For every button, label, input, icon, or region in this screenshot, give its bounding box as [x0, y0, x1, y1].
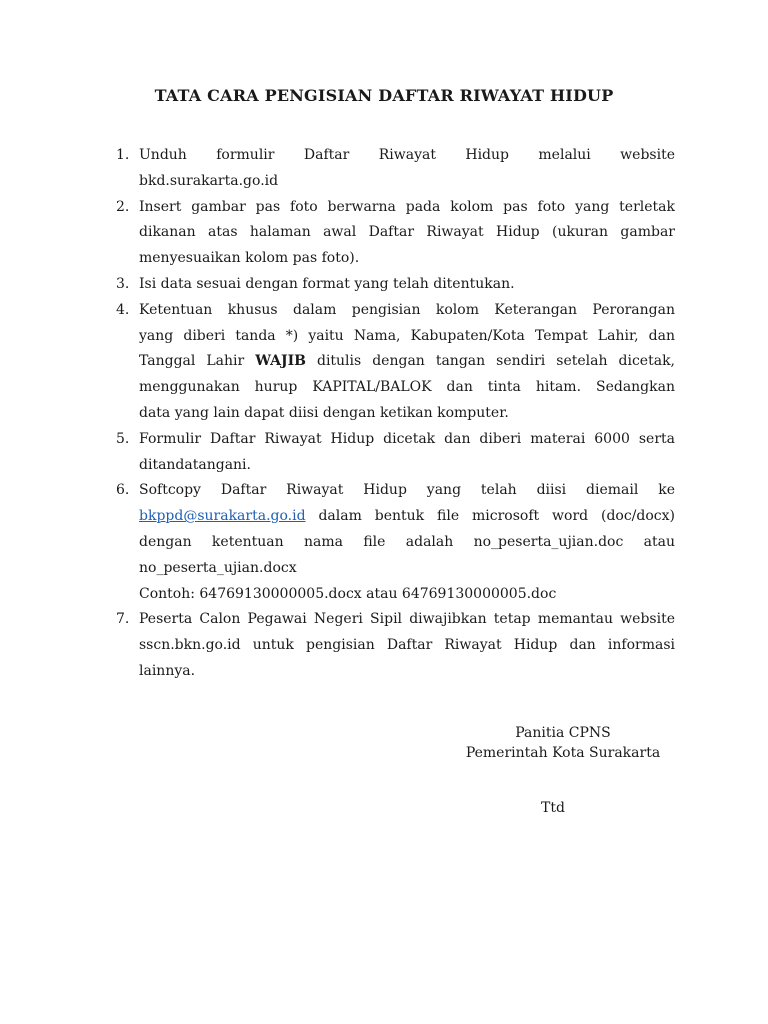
item-number: 2. — [116, 198, 130, 215]
signature-ttd: Ttd — [541, 800, 565, 816]
item-number: 1. — [116, 147, 130, 163]
item-number: 6. — [116, 482, 130, 499]
document-title: TATA CARA PENGISIAN DAFTAR RIWAYAT HIDUP — [154, 86, 614, 105]
list-item: 2. Insert gambar pas foto berwarna pada kolom pas foto yang terletak dikanan atas halaman awal Daftar Riwayat Hidup (ukuran gambar menyesuaikan kolom pas foto). — [108, 195, 675, 272]
list-item: 6. Softcopy Daftar Riwayat Hidup yang telah diisi diemail ke bkppd@surakarta.go.id dalam bentuk file microsoft word (doc/docx) dengan ketentuan nama file adalah no_peserta_ujian.doc atau no_peserta_ujian.docx Contoh: 64769130000005.docx atau 64769130000005.doc — [108, 478, 675, 607]
item-number: 7. — [116, 611, 130, 628]
signature-government: Pemerintah Kota Surakarta — [465, 745, 661, 761]
filename-example: Contoh: 64769130000005.docx atau 64769130000005.doc — [139, 585, 557, 602]
list-item: 1. Unduh formulir Daftar Riwayat Hidup melalui website bkd.surakarta.go.id — [108, 143, 675, 195]
wajib-emphasis: WAJIB — [255, 353, 306, 370]
instruction-list — [108, 143, 675, 685]
list-item: 5. Formulir Daftar Riwayat Hidup dicetak dan diberi materai 6000 serta ditandatangani. — [108, 427, 675, 479]
list-item: 3. Isi data sesuai dengan format yang telah ditentukan. — [108, 272, 675, 298]
item-number: 4. — [116, 301, 130, 318]
item-number: 3. — [116, 275, 130, 292]
list-item: 7. Peserta Calon Pegawai Negeri Sipil diwajibkan tetap memantau website sscn.bkn.go.id untuk pengisian Daftar Riwayat Hidup dan informasi lainnya. — [108, 607, 675, 684]
item-line-wajib: Tanggal Lahir WAJIB ditulis dengan tangan sendiri setelah dicetak, — [139, 353, 676, 370]
item-number: 5. — [116, 430, 130, 447]
list-item: 4. Ketentuan khusus dalam pengisian kolom Keterangan Perorangan yang diberi tanda *) yaitu Nama, Kabupaten/Kota Tempat Lahir, dan Tanggal Lahir WAJIB ditulis dengan tangan sendiri setelah dicetak, menggunakan hurup KAPITAL/BALOK dan tinta hitam. Sedangkan data yang lain dapat diisi dengan ketikan komputer. — [108, 298, 675, 427]
email-link[interactable]: bkppd@surakarta.go.id — [139, 508, 306, 525]
signature-committee: Panitia CPNS — [515, 725, 611, 741]
